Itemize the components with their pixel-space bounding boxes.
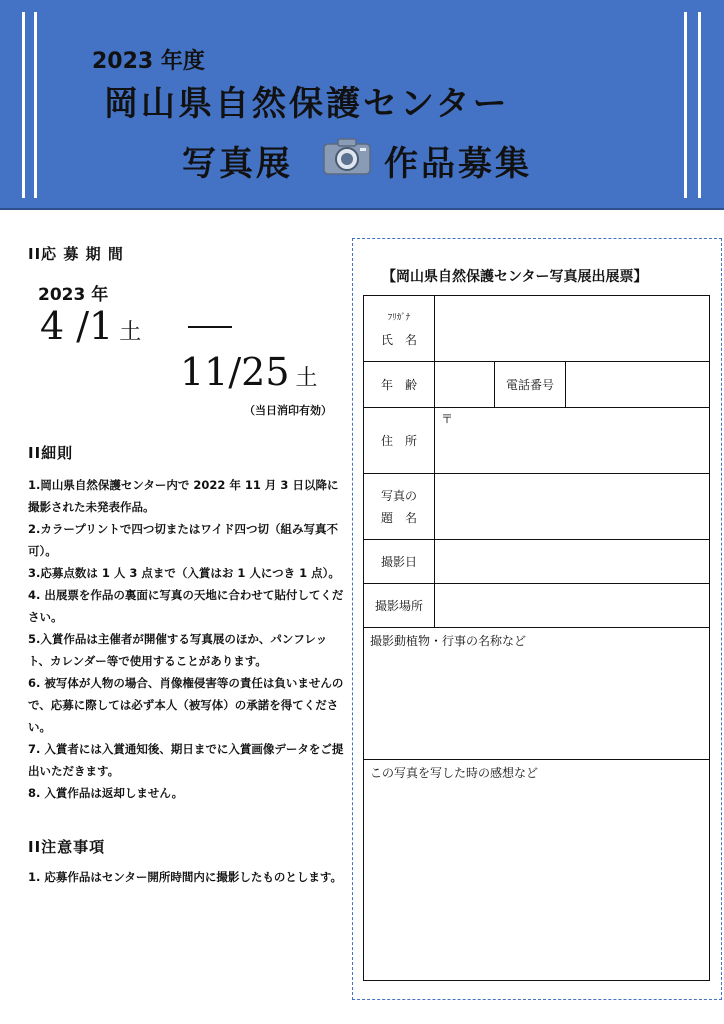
form-field-photo-title[interactable] bbox=[435, 474, 710, 540]
form-label-age: 年 齢 bbox=[364, 362, 435, 408]
period-end bbox=[180, 350, 318, 394]
form-label-phone: 電話番号 bbox=[495, 362, 566, 408]
banner-right-line-2 bbox=[698, 12, 701, 198]
form-field-shoot-date[interactable] bbox=[435, 540, 710, 584]
rule-item: 7. 入賞者には入賞通知後、期日までに入賞画像データをご提出いただきます。 bbox=[28, 742, 344, 778]
caution-list bbox=[28, 866, 344, 888]
rule-item: 1.岡山県自然保護センター内で 2022 年 11 月 3 日以降に撮影された未発表作品。 bbox=[28, 478, 339, 514]
subject-names-label: 撮影動植物・行事の名称など bbox=[370, 634, 527, 648]
postal-mark: 〒 bbox=[441, 412, 454, 426]
rule-item: 3.応募点数は 1 人 3 点まで（入賞はお 1 人につき 1 点）。 bbox=[28, 566, 340, 580]
form-row-subject-names bbox=[364, 628, 710, 760]
form-row-shoot-place bbox=[364, 584, 710, 628]
period-start-date: 4 /1 bbox=[40, 304, 114, 348]
form-label-photo-title bbox=[364, 474, 435, 540]
rule-item: 5.入賞作品は主催者が開催する写真展のほか、パンフレット、カレンダー等で使用することがあります。 bbox=[28, 632, 328, 668]
banner-title-call-for-works: 作品募集 bbox=[384, 144, 532, 184]
rule-item: 8. 入賞作品は返却しません。 bbox=[28, 786, 184, 800]
photo-title-label-2: 題 名 bbox=[380, 510, 417, 525]
form-field-name[interactable] bbox=[435, 296, 710, 362]
rules-heading: II細則 bbox=[28, 444, 74, 462]
furigana-label: ﾌﾘｶﾞﾅ bbox=[387, 312, 411, 323]
period-start bbox=[40, 304, 141, 348]
period-end-day: 土 bbox=[295, 366, 318, 391]
form-label-name bbox=[364, 296, 435, 362]
form-row-age-phone bbox=[364, 362, 710, 408]
form-row-name bbox=[364, 296, 710, 362]
form-row-photo-title bbox=[364, 474, 710, 540]
caution-item: 1. 応募作品はセンター開所時間内に撮影したものとします。 bbox=[28, 870, 342, 884]
banner-right-line-1 bbox=[684, 12, 687, 198]
form-field-phone[interactable] bbox=[566, 362, 710, 408]
banner-title-center-name: 岡山県自然保護センター bbox=[104, 84, 510, 124]
banner-title-photo-exhibition: 写真展 bbox=[182, 144, 293, 184]
camera-icon bbox=[322, 136, 372, 176]
form-field-address[interactable] bbox=[435, 408, 710, 474]
form-field-age[interactable] bbox=[435, 362, 495, 408]
rule-item: 6. 被写体が人物の場合、肖像権侵害等の責任は負いませんので、応募に際しては必ず本人（被写体）の承諾を得てください。 bbox=[28, 676, 344, 734]
form-label-shoot-place: 撮影場所 bbox=[364, 584, 435, 628]
banner-left-line-1 bbox=[22, 12, 25, 198]
name-label: 氏 名 bbox=[380, 332, 417, 347]
form-label-shoot-date: 撮影日 bbox=[364, 540, 435, 584]
entry-form-table bbox=[363, 295, 710, 981]
impressions-label: この写真を写した時の感想など bbox=[370, 766, 539, 780]
entry-form-title: 【岡山県自然保護センター写真展出展票】 bbox=[382, 269, 648, 285]
rule-item: 2.カラープリントで四つ切またはワイド四つ切（組み写真不可）。 bbox=[28, 522, 338, 558]
header-banner bbox=[0, 0, 724, 210]
form-label-address: 住 所 bbox=[364, 408, 435, 474]
period-heading: II応 募 期 間 bbox=[28, 245, 124, 263]
period-start-day: 土 bbox=[119, 320, 142, 345]
postmark-note: （当日消印有効） bbox=[244, 404, 332, 417]
form-field-impressions[interactable] bbox=[364, 760, 710, 981]
period-year: 2023 年 bbox=[38, 285, 109, 305]
period-end-date: 11/25 bbox=[180, 350, 290, 394]
rules-list bbox=[28, 474, 344, 804]
rule-item: 4. 出展票を作品の裏面に写真の天地に合わせて貼付してください。 bbox=[28, 588, 344, 624]
banner-left-line-2 bbox=[34, 12, 37, 198]
form-row-impressions bbox=[364, 760, 710, 981]
form-field-shoot-place[interactable] bbox=[435, 584, 710, 628]
form-row-shoot-date bbox=[364, 540, 710, 584]
banner-year: 2023 年度 bbox=[92, 49, 205, 74]
period-dash bbox=[188, 326, 232, 328]
photo-title-label-1: 写真の bbox=[380, 488, 417, 503]
form-row-address bbox=[364, 408, 710, 474]
form-field-subject-names[interactable] bbox=[364, 628, 710, 760]
caution-heading: II注意事項 bbox=[28, 838, 106, 856]
